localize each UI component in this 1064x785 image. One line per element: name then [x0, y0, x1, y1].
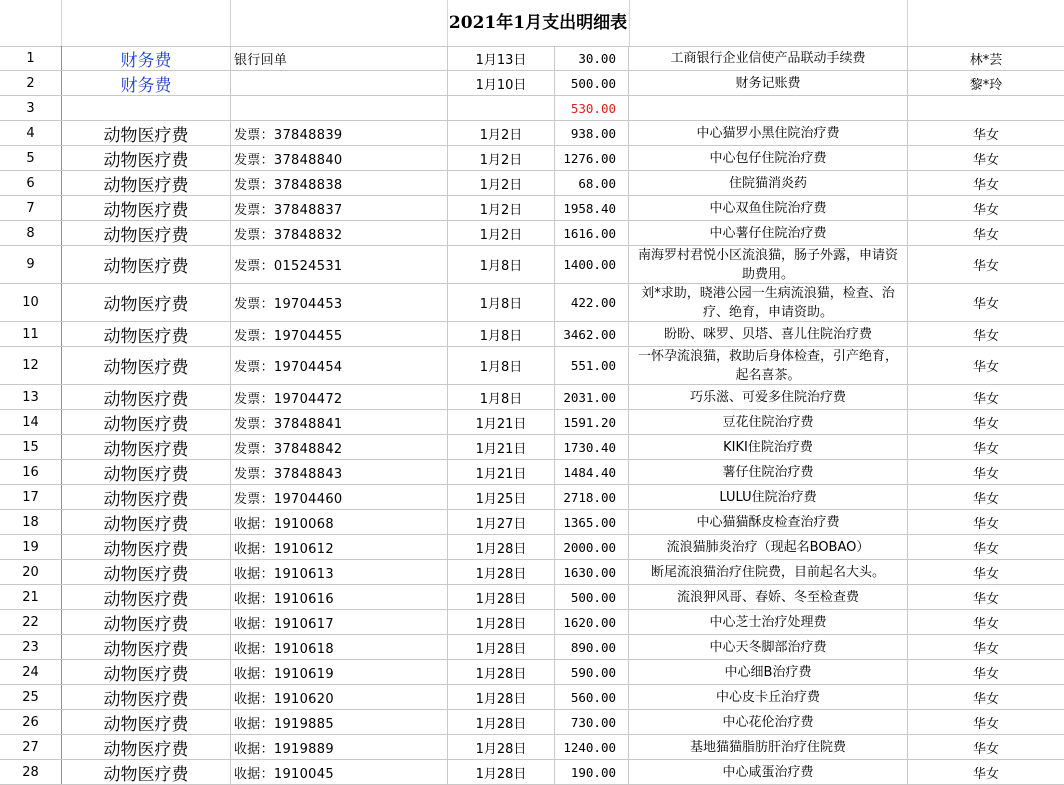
name-cell[interactable]: 华女 [972, 328, 999, 344]
date-cell[interactable]: 1月8日 [448, 385, 555, 409]
name-cell[interactable]: 华女 [972, 516, 999, 532]
description-cell[interactable]: 基地猫猫脂肪肝治疗住院费 [629, 735, 908, 759]
description-cell[interactable]: 中心猫猫酥皮检查治疗费 [629, 510, 908, 534]
reference-cell[interactable]: 发票：19704460 [231, 485, 448, 509]
name-cell[interactable]: 华女 [972, 691, 999, 707]
date-cell[interactable]: 1月2日 [448, 221, 555, 245]
name-cell[interactable]: 华女 [972, 491, 999, 507]
description-cell[interactable] [629, 96, 908, 120]
date-cell[interactable]: 1月13日 [448, 46, 555, 70]
category-cell[interactable] [62, 96, 231, 120]
reference-cell[interactable]: 收据：1910613 [231, 560, 448, 584]
amount-cell[interactable]: 560.00 [555, 685, 629, 709]
reference-cell[interactable]: 发票：19704454 [231, 347, 448, 384]
row-number[interactable]: 1 [0, 46, 62, 70]
amount-cell[interactable]: 938.00 [555, 121, 629, 145]
description-cell[interactable]: 中心花伦治疗费 [629, 710, 908, 734]
category-cell[interactable]: 动物医疗费 [62, 146, 231, 170]
date-cell[interactable] [448, 96, 555, 120]
category-cell[interactable]: 动物医疗费 [62, 635, 231, 659]
name-cell[interactable]: 华女 [972, 566, 999, 582]
table-row [0, 385, 1064, 410]
name-cell[interactable]: 华女 [972, 152, 999, 168]
row-number[interactable]: 18 [0, 510, 62, 534]
description-cell[interactable]: 一怀孕流浪猫，救助后身体检查，引产绝育，起名喜茶。 [629, 347, 908, 384]
category-cell[interactable]: 动物医疗费 [62, 560, 231, 584]
date-cell[interactable]: 1月25日 [448, 485, 555, 509]
table-row [0, 535, 1064, 560]
reference-cell[interactable]: 发票：19704472 [231, 385, 448, 409]
title-row [0, 0, 1064, 47]
amount-cell[interactable]: 1958.40 [555, 196, 629, 220]
reference-cell[interactable]: 发票：37848843 [231, 460, 448, 484]
amount-cell[interactable]: 1630.00 [555, 560, 629, 584]
date-cell[interactable]: 1月2日 [448, 121, 555, 145]
date-cell[interactable]: 1月10日 [448, 71, 555, 95]
row-number[interactable]: 19 [0, 535, 62, 559]
category-cell[interactable]: 动物医疗费 [62, 196, 231, 220]
row-number[interactable]: 12 [0, 347, 62, 384]
amount-cell[interactable]: 3462.00 [555, 322, 629, 346]
reference-cell[interactable] [231, 71, 448, 95]
description-cell[interactable]: 流浪猫肺炎治疗（现起名BOBAO） [629, 535, 908, 559]
description-cell[interactable]: 巧乐滋、可爱多住院治疗费 [629, 385, 908, 409]
date-cell[interactable]: 1月28日 [448, 760, 555, 784]
table-row [0, 410, 1064, 435]
category-cell[interactable]: 动物医疗费 [62, 585, 231, 609]
amount-cell[interactable]: 890.00 [555, 635, 629, 659]
table-row [0, 585, 1064, 610]
row-number[interactable]: 10 [0, 284, 62, 321]
reference-cell[interactable]: 发票：37848842 [231, 435, 448, 459]
table-row [0, 560, 1064, 585]
name-cell[interactable]: 华女 [972, 466, 999, 482]
table-row [0, 635, 1064, 660]
date-cell[interactable]: 1月28日 [448, 685, 555, 709]
name-cell[interactable]: 华女 [972, 416, 999, 432]
table-row [0, 435, 1064, 460]
name-cell[interactable]: 黎*玲 [969, 77, 1003, 93]
amount-cell[interactable]: 730.00 [555, 710, 629, 734]
row-number[interactable]: 2 [0, 71, 62, 95]
row-header-corner[interactable] [0, 0, 62, 46]
title-cell[interactable] [908, 0, 1064, 46]
amount-cell[interactable]: 500.00 [555, 585, 629, 609]
table-row [0, 685, 1064, 710]
name-cell[interactable]: 华女 [972, 360, 999, 375]
description-cell[interactable]: 薯仔住院治疗费 [629, 460, 908, 484]
description-cell[interactable]: 中心天冬脚部治疗费 [629, 635, 908, 659]
amount-cell[interactable]: 2000.00 [555, 535, 629, 559]
date-cell[interactable]: 1月2日 [448, 196, 555, 220]
date-cell[interactable]: 1月28日 [448, 735, 555, 759]
reference-cell[interactable]: 收据：1910612 [231, 535, 448, 559]
name-cell[interactable]: 华女 [972, 716, 999, 732]
sheet-title[interactable]: 2021年1月支出明细表 [448, 13, 628, 33]
category-cell[interactable]: 动物医疗费 [62, 685, 231, 709]
category-cell[interactable]: 动物医疗费 [62, 535, 231, 559]
row-number[interactable]: 27 [0, 735, 62, 759]
amount-cell[interactable]: 422.00 [555, 284, 629, 321]
table-row [0, 246, 1064, 284]
amount-cell[interactable]: 2031.00 [555, 385, 629, 409]
description-cell[interactable]: 中心咸蛋治疗费 [629, 760, 908, 784]
name-cell[interactable]: 华女 [972, 259, 999, 274]
row-number[interactable]: 21 [0, 585, 62, 609]
table-row [0, 760, 1064, 785]
amount-cell[interactable]: 1730.40 [555, 435, 629, 459]
description-cell[interactable]: LULU住院治疗费 [629, 485, 908, 509]
reference-cell[interactable]: 发票：37848840 [231, 146, 448, 170]
date-cell[interactable]: 1月28日 [448, 635, 555, 659]
description-cell[interactable]: 中心芝士治疗处理费 [629, 610, 908, 634]
date-cell[interactable]: 1月28日 [448, 610, 555, 634]
description-cell[interactable]: 住院猫消炎药 [629, 171, 908, 195]
reference-cell[interactable]: 发票：37848837 [231, 196, 448, 220]
amount-cell[interactable]: 1400.00 [555, 246, 629, 283]
table-row [0, 96, 1064, 121]
reference-cell[interactable]: 发票：19704453 [231, 284, 448, 321]
description-cell[interactable]: 流浪狎风哥、春娇、冬至检查费 [629, 585, 908, 609]
date-cell[interactable]: 1月8日 [448, 347, 555, 384]
row-number[interactable]: 17 [0, 485, 62, 509]
amount-cell[interactable]: 2718.00 [555, 485, 629, 509]
name-cell[interactable]: 华女 [972, 441, 999, 457]
table-row [0, 284, 1064, 322]
description-cell[interactable]: KIKI住院治疗费 [629, 435, 908, 459]
category-cell[interactable]: 动物医疗费 [62, 322, 231, 346]
description-cell[interactable]: 财务记账费 [629, 71, 908, 95]
row-number[interactable]: 4 [0, 121, 62, 145]
category-cell[interactable]: 动物医疗费 [62, 435, 231, 459]
category-cell[interactable]: 动物医疗费 [62, 121, 231, 145]
row-number[interactable]: 6 [0, 171, 62, 195]
reference-cell[interactable]: 收据：1919889 [231, 735, 448, 759]
date-cell[interactable]: 1月28日 [448, 710, 555, 734]
description-cell[interactable]: 南海罗村君悦小区流浪猫，肠子外露，申请资助费用。 [629, 246, 908, 283]
reference-cell[interactable]: 发票：37848832 [231, 221, 448, 245]
name-cell[interactable]: 华女 [972, 616, 999, 632]
row-number[interactable]: 9 [0, 246, 62, 283]
table-row [0, 460, 1064, 485]
description-cell[interactable]: 中心皮卡丘治疗费 [629, 685, 908, 709]
category-cell[interactable]: 动物医疗费 [62, 660, 231, 684]
date-cell[interactable]: 1月8日 [448, 246, 555, 283]
reference-cell[interactable]: 收据：1910617 [231, 610, 448, 634]
category-cell[interactable]: 财务费 [62, 71, 231, 95]
name-cell[interactable]: 华女 [972, 127, 999, 143]
table-row [0, 46, 1064, 71]
date-cell[interactable]: 1月28日 [448, 585, 555, 609]
category-cell[interactable]: 动物医疗费 [62, 510, 231, 534]
reference-cell[interactable]: 银行回单 [231, 46, 448, 70]
description-cell[interactable]: 断尾流浪猫治疗住院费，目前起名大头。 [629, 560, 908, 584]
description-cell[interactable]: 中心猫罗小黑住院治疗费 [629, 121, 908, 145]
row-number[interactable]: 5 [0, 146, 62, 170]
reference-cell[interactable]: 发票：37848841 [231, 410, 448, 434]
reference-cell[interactable]: 收据：1910619 [231, 660, 448, 684]
row-number[interactable]: 24 [0, 660, 62, 684]
reference-cell[interactable]: 收据：1910616 [231, 585, 448, 609]
category-cell[interactable]: 动物医疗费 [62, 610, 231, 634]
row-number[interactable]: 28 [0, 760, 62, 784]
category-cell[interactable]: 动物医疗费 [62, 485, 231, 509]
name-cell[interactable]: 华女 [972, 741, 999, 757]
table-row [0, 171, 1064, 196]
category-cell[interactable]: 动物医疗费 [62, 171, 231, 195]
table-row [0, 735, 1064, 760]
reference-cell[interactable]: 发票：01524531 [231, 246, 448, 283]
table-row [0, 710, 1064, 735]
reference-cell[interactable]: 收据：1910620 [231, 685, 448, 709]
name-cell[interactable]: 华女 [972, 666, 999, 682]
category-cell[interactable]: 动物医疗费 [62, 460, 231, 484]
amount-cell[interactable]: 530.00 [555, 96, 629, 120]
date-cell[interactable]: 1月28日 [448, 660, 555, 684]
title-cell[interactable] [629, 0, 908, 46]
date-cell[interactable]: 1月8日 [448, 284, 555, 321]
category-cell[interactable]: 动物医疗费 [62, 347, 231, 384]
amount-cell[interactable]: 1616.00 [555, 221, 629, 245]
date-cell[interactable]: 1月27日 [448, 510, 555, 534]
table-row [0, 146, 1064, 171]
row-number[interactable]: 13 [0, 385, 62, 409]
description-cell[interactable]: 工商银行企业信使产品联动手续费 [629, 46, 908, 70]
category-cell[interactable]: 动物医疗费 [62, 710, 231, 734]
category-cell[interactable]: 动物医疗费 [62, 760, 231, 784]
row-number[interactable]: 16 [0, 460, 62, 484]
amount-cell[interactable]: 590.00 [555, 660, 629, 684]
date-cell[interactable]: 1月21日 [448, 435, 555, 459]
name-cell[interactable]: 华女 [972, 591, 999, 607]
date-cell[interactable]: 1月21日 [448, 410, 555, 434]
row-number[interactable]: 23 [0, 635, 62, 659]
description-cell[interactable]: 中心薯仔住院治疗费 [629, 221, 908, 245]
category-cell[interactable]: 动物医疗费 [62, 735, 231, 759]
description-cell[interactable]: 盼盼、咪罗、贝塔、喜儿住院治疗费 [629, 322, 908, 346]
date-cell[interactable]: 1月2日 [448, 171, 555, 195]
description-cell[interactable]: 中心包仔住院治疗费 [629, 146, 908, 170]
category-cell[interactable]: 动物医疗费 [62, 284, 231, 321]
amount-cell[interactable]: 68.00 [555, 171, 629, 195]
date-cell[interactable]: 1月21日 [448, 460, 555, 484]
amount-cell[interactable]: 1484.40 [555, 460, 629, 484]
row-number[interactable]: 26 [0, 710, 62, 734]
date-cell[interactable]: 1月8日 [448, 322, 555, 346]
reference-cell[interactable]: 发票：37848838 [231, 171, 448, 195]
name-cell[interactable]: 华女 [972, 202, 999, 218]
name-cell[interactable]: 华女 [972, 227, 999, 243]
name-cell[interactable] [908, 96, 1064, 120]
description-cell[interactable]: 中心双鱼住院治疗费 [629, 196, 908, 220]
table-row [0, 610, 1064, 635]
name-cell[interactable]: 华女 [972, 391, 999, 407]
date-cell[interactable]: 1月28日 [448, 560, 555, 584]
row-number[interactable]: 8 [0, 221, 62, 245]
row-number[interactable]: 20 [0, 560, 62, 584]
table-row [0, 660, 1064, 685]
name-cell[interactable]: 华女 [972, 297, 999, 312]
table-row [0, 322, 1064, 347]
table-row [0, 196, 1064, 221]
title-cell[interactable] [231, 0, 448, 46]
description-cell[interactable]: 中心细B治疗费 [629, 660, 908, 684]
reference-cell[interactable]: 收据：1910045 [231, 760, 448, 784]
amount-cell[interactable]: 500.00 [555, 71, 629, 95]
category-cell[interactable]: 动物医疗费 [62, 221, 231, 245]
row-number[interactable]: 3 [0, 96, 62, 120]
table-row [0, 485, 1064, 510]
description-cell[interactable]: 豆花住院治疗费 [629, 410, 908, 434]
table-row [0, 510, 1064, 535]
table-row [0, 121, 1064, 146]
category-cell[interactable]: 财务费 [62, 46, 231, 70]
name-cell[interactable]: 林*芸 [969, 52, 1003, 68]
row-number[interactable]: 7 [0, 196, 62, 220]
row-number[interactable]: 14 [0, 410, 62, 434]
category-cell[interactable]: 动物医疗费 [62, 385, 231, 409]
reference-cell[interactable]: 收据：1910618 [231, 635, 448, 659]
name-cell[interactable]: 华女 [972, 541, 999, 557]
title-cell[interactable] [62, 0, 231, 46]
date-cell[interactable]: 1月2日 [448, 146, 555, 170]
name-cell[interactable]: 华女 [972, 641, 999, 657]
table-row [0, 221, 1064, 246]
description-cell[interactable]: 刘*求助，晓港公园一生病流浪猫，检查、治疗、绝育，申请资助。 [629, 284, 908, 321]
row-number[interactable]: 11 [0, 322, 62, 346]
table-row [0, 347, 1064, 385]
amount-cell[interactable]: 1591.20 [555, 410, 629, 434]
row-number[interactable]: 15 [0, 435, 62, 459]
amount-cell[interactable]: 1620.00 [555, 610, 629, 634]
category-cell[interactable]: 动物医疗费 [62, 246, 231, 283]
reference-cell[interactable] [231, 96, 448, 120]
reference-cell[interactable]: 收据：1910068 [231, 510, 448, 534]
amount-cell[interactable]: 1365.00 [555, 510, 629, 534]
amount-cell[interactable]: 1276.00 [555, 146, 629, 170]
reference-cell[interactable]: 发票：37848839 [231, 121, 448, 145]
amount-cell[interactable]: 1240.00 [555, 735, 629, 759]
reference-cell[interactable]: 发票：19704455 [231, 322, 448, 346]
row-number[interactable]: 25 [0, 685, 62, 709]
category-cell[interactable]: 动物医疗费 [62, 410, 231, 434]
row-number[interactable]: 22 [0, 610, 62, 634]
name-cell[interactable]: 华女 [972, 766, 999, 782]
amount-cell[interactable]: 30.00 [555, 46, 629, 70]
name-cell[interactable]: 华女 [972, 177, 999, 193]
amount-cell[interactable]: 551.00 [555, 347, 629, 384]
amount-cell[interactable]: 190.00 [555, 760, 629, 784]
reference-cell[interactable]: 收据：1919885 [231, 710, 448, 734]
date-cell[interactable]: 1月28日 [448, 535, 555, 559]
table-row [0, 71, 1064, 96]
